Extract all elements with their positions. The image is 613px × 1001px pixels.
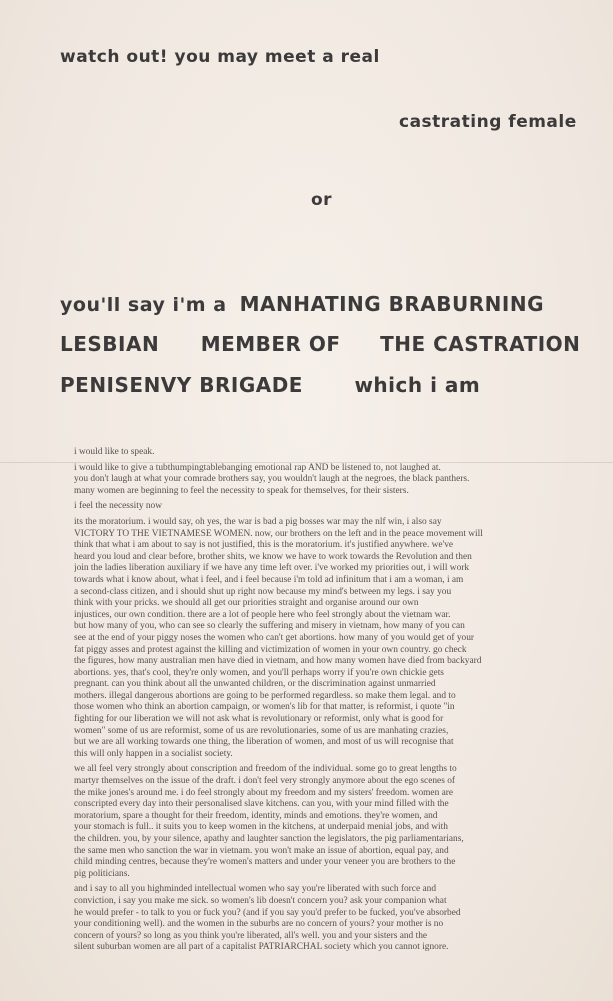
text-line: those women who think an abortion campaign, or women's lib for that matter, is reformist, i quote "in [74, 702, 455, 713]
headline-line-5 [60, 332, 580, 356]
text-line: heard you loud and clear before, brother shits, we know we have to work towards the Revolution and then [74, 551, 472, 562]
headline-line-5-part-c: THE CASTRATION [380, 332, 581, 356]
text-line: fat piggy asses and protest against the killing and victimization of women in your own country. go check [74, 644, 467, 655]
text-line: the same men who sanction the war in vietnam. you won't make an issue of abortion, equal pay, and [74, 845, 449, 856]
text-line: your stomach is full.. it suits you to keep women in the kitchens, at underpaid menial jobs, and with [74, 822, 448, 833]
text-line: VICTORY TO THE VIETNAMESE WOMEN. now, our brothers on the left and in the peace movement will [74, 528, 483, 539]
headline-line-6 [60, 373, 480, 397]
paragraph-3 [74, 501, 602, 513]
paragraph-6 [74, 884, 602, 954]
headline-line-4-part-b: MANHATING BRABURNING [239, 292, 544, 316]
text-line: martyr themselves on the issue of the draft. i don't feel very strongly anymore about the ego scenes of [74, 776, 456, 787]
text-line: this will only happen in a socialist society. [74, 748, 233, 759]
paragraph-5 [74, 764, 602, 880]
text-line: the mike jones's around me. i do feel strongly about my freedom and my sisters' freedom. women are [74, 787, 454, 798]
text-line: we all feel very strongly about conscription and freedom of the individual. some go to great lengths to [74, 764, 457, 775]
headline-line-6-part-a: PENISENVY BRIGADE [60, 373, 303, 397]
text-line: see at the end of your piggy noses the women who can't get abortions. how many of you would get of your [74, 632, 475, 643]
headline-line-2: castrating female [399, 112, 577, 132]
text-line: many women are beginning to feel the necessity to speak for themselves, for their sisters. [74, 485, 409, 496]
paragraph-4 [74, 517, 602, 760]
text-line: mothers. illegal dangerous abortions are going to be performed regardless. so make them legal. and to [74, 690, 456, 701]
text-line: he would prefer - to talk to you or fuck you? (and if you say you'd prefer to be fucked, you've absorbed [74, 907, 461, 918]
headline-line-5-part-a: LESBIAN [60, 332, 160, 356]
text-line: but how many of you, who can see so clearly the suffering and misery in vietnam, how many of you can [74, 621, 465, 632]
text-line: pig politicians. [74, 868, 130, 879]
text-line: and i say to all you highminded intellectual women who say you're liberated with such force and [74, 884, 437, 895]
headline-line-3: or [311, 190, 333, 210]
headline-line-5-part-b: MEMBER OF [200, 332, 341, 356]
text-line: but we are all working towards one thing, the liberation of women, and most of us will recognise that [74, 737, 454, 748]
headline-line-4 [60, 292, 544, 316]
text-line: concern of yours? so long as you think you're liberated, all's well. you and your sisters and the [74, 930, 428, 941]
text-line: moratorium, spare a thought for their freedom, identity, minds and emotions. they're women, and [74, 810, 438, 821]
body-text [74, 447, 602, 958]
text-line: conscripted every day into their personalised slave kitchens. can you, with your mind filled with the [74, 799, 449, 810]
text-line: think that what i am about to say is not justified, this is the moratorium. it's justified anywhere. we've [74, 540, 454, 551]
paragraph-1 [74, 447, 602, 459]
text-line: your conditioning well). and the women in the suburbs are no concern of yours? your mother is no [74, 919, 444, 930]
text-line: conviction, i say you make me sick. so women's lib doesn't concern you? ask your companion what [74, 895, 447, 906]
text-line: women" some of us are reformist, some of us are revolutionaries, some of us are manhating crazies, [74, 725, 449, 736]
text-line: fighting for our liberation we will not ask what is revolutionary or reformist, only what is good for [74, 714, 444, 725]
headline-line-1: watch out! you may meet a real [60, 47, 380, 67]
text-line: i feel the necessity now [74, 501, 162, 512]
text-line: think with your pricks. we should all get our priorities straight and organise around our own [74, 598, 419, 609]
text-line: a second-class citizen, and i should shut up right now because my mind's between my legs. i say you [74, 586, 452, 597]
text-line: injustices, our own condition. there are a lot of people here who feel strongly about the vietnam war. [74, 609, 451, 620]
text-line: silent suburban women are all part of a capitalist PATRIARCHAL society which you cannot ignore. [74, 942, 449, 953]
text-line: towards what i know about, what i feel, and i feel because i'm told ad infinitum that i am a woman, i am [74, 574, 464, 585]
text-line: child minding centres, because they're women's matters and under your veneer you are brothers to the [74, 857, 456, 868]
text-line: join the ladies liberation auxiliary if we have any time left over. i've worked my priorities out, i will work [74, 563, 470, 574]
text-line: i would like to speak. [74, 447, 155, 457]
text-line: i would like to give a tubthumpingtablebanging emotional rap AND be listened to, not laughed at. [74, 462, 441, 473]
text-line: you don't laugh at what your comrade brothers say, you wouldn't laugh at the negroes, the black panthers. [74, 474, 470, 485]
text-line: the children. you, by your silence, apathy and laughter sanction the legislators, the pig parliamentarians, [74, 834, 464, 844]
text-line: pregnant. can you think about all the unwanted children, or the discrimination against unmarried [74, 679, 436, 690]
headline-line-4-part-a: you'll say i'm a [60, 294, 227, 316]
headline-line-6-part-b: which i am [354, 373, 481, 397]
text-line: the figures, how many australian men have died in vietnam, and how many women have died from backyard [74, 656, 482, 667]
text-line: its the moratorium. i would say, oh yes, the war is bad a pig bosses war may the nlf win, i also say [74, 516, 442, 527]
text-line: abortions. yes, that's cool, they're only women, and you'll perhaps worry if you're own chickie gets [74, 667, 444, 678]
paragraph-2 [74, 463, 602, 498]
